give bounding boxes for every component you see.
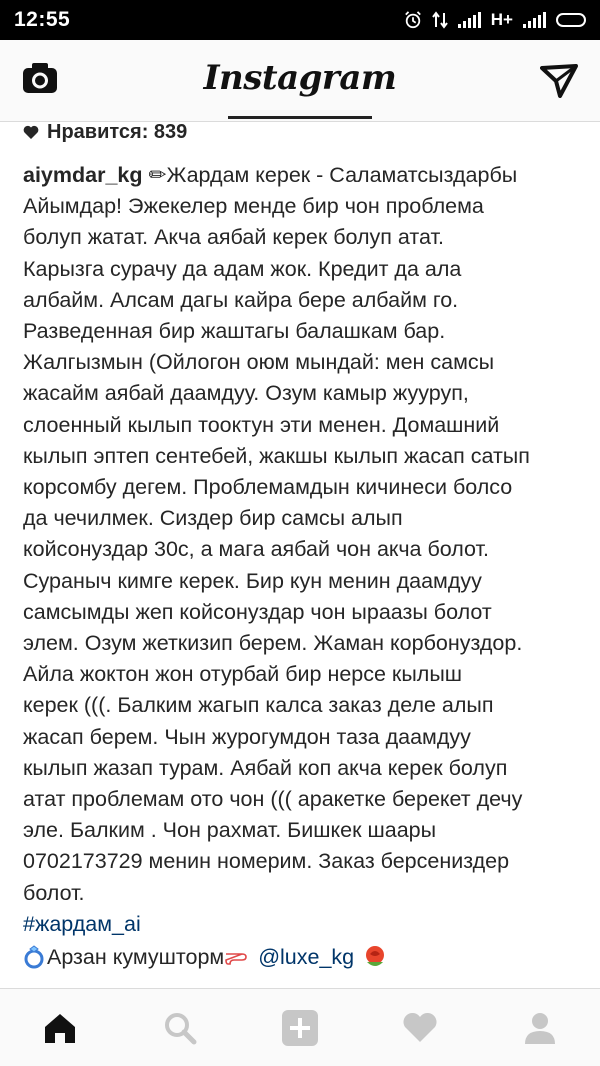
hashtag-link[interactable]: #жардам_ai [23, 911, 141, 936]
nav-add-post[interactable] [270, 998, 330, 1058]
nav-activity[interactable] [390, 998, 450, 1058]
heart-icon [23, 125, 39, 140]
status-icons [404, 10, 586, 30]
likes-row[interactable] [23, 118, 583, 146]
data-arrows-icon [432, 11, 448, 29]
ring-icon [23, 944, 47, 970]
post-content [23, 118, 583, 974]
app-header [0, 40, 600, 122]
bottom-nav [0, 988, 600, 1066]
home-icon [42, 1011, 78, 1045]
clock: 12:55 [14, 8, 71, 31]
nav-home[interactable] [30, 998, 90, 1058]
alarm-icon [404, 11, 422, 29]
signal-icon [523, 12, 546, 28]
profile-icon [523, 1011, 557, 1045]
pointing-hand-icon [224, 948, 252, 966]
promo-line [23, 940, 583, 974]
battery-icon [556, 13, 586, 27]
rose-icon [362, 944, 388, 970]
search-icon [163, 1011, 197, 1045]
promo-text: Арзан кумушторм [47, 944, 225, 969]
direct-send-icon[interactable] [540, 64, 578, 98]
status-bar [0, 0, 600, 40]
nav-profile[interactable] [510, 998, 570, 1058]
add-post-icon [281, 1009, 319, 1047]
likes-count: Нравится: 839 [47, 120, 188, 143]
caption-text: ✏Жардам керек - Саламатсыздарбы Айымдар! Эжекелер менде бир чон проблема болуп жатат. Акча аябай керек болуп атат. Карызга сурачу да адам жок. Кредит да ала албайм. Алсам дагы кайра бере албайм го. Разведенная бир жаштагы балашкам бар. Жалгызмын (Ойлогон оюм мындай: мен самсы жасайм аябай даамдуу. Озум камыр жууруп, слоенный кылып тооктун эти менен. Домашний кылып эптеп сентебей, жакшы кылып жасап сатып корсомбу дегем. Проблемамдын кичинеси болсо да чечилмек. Сиздер бир самсы алып койсонуздар 30с, а мага аябай чон акча болот. Сураныч кимге керек. Бир кун менин даамдуу самсымды жеп койсонуздар чон ыраазы болот элем. Озум жеткизип берем. Жаман корбонуздор. Айла жоктон жон отурбай бир нерсе кылыш керек (((. Балким жагып калса заказ деле алып жасап берем. Чын журогумдон таза даамдуу кылып жазап турам. Аябай коп акча керек болуп атат проблемам ото чон ((( аракетке берекет дечу эле. Балким . Чон рахмат. Бишкек шаары 0702173729 менин номерим. Заказ берсениздер болот. [23, 163, 530, 905]
signal-icon [458, 12, 481, 28]
app-title: Instagram [203, 58, 397, 98]
nav-search[interactable] [150, 998, 210, 1058]
mention-link[interactable]: @luxe_kg [258, 944, 355, 969]
post-username[interactable]: aiymdar_kg [23, 163, 143, 187]
post-caption [23, 160, 583, 909]
activity-heart-icon [402, 1012, 438, 1044]
network-type: H+ [490, 10, 513, 29]
